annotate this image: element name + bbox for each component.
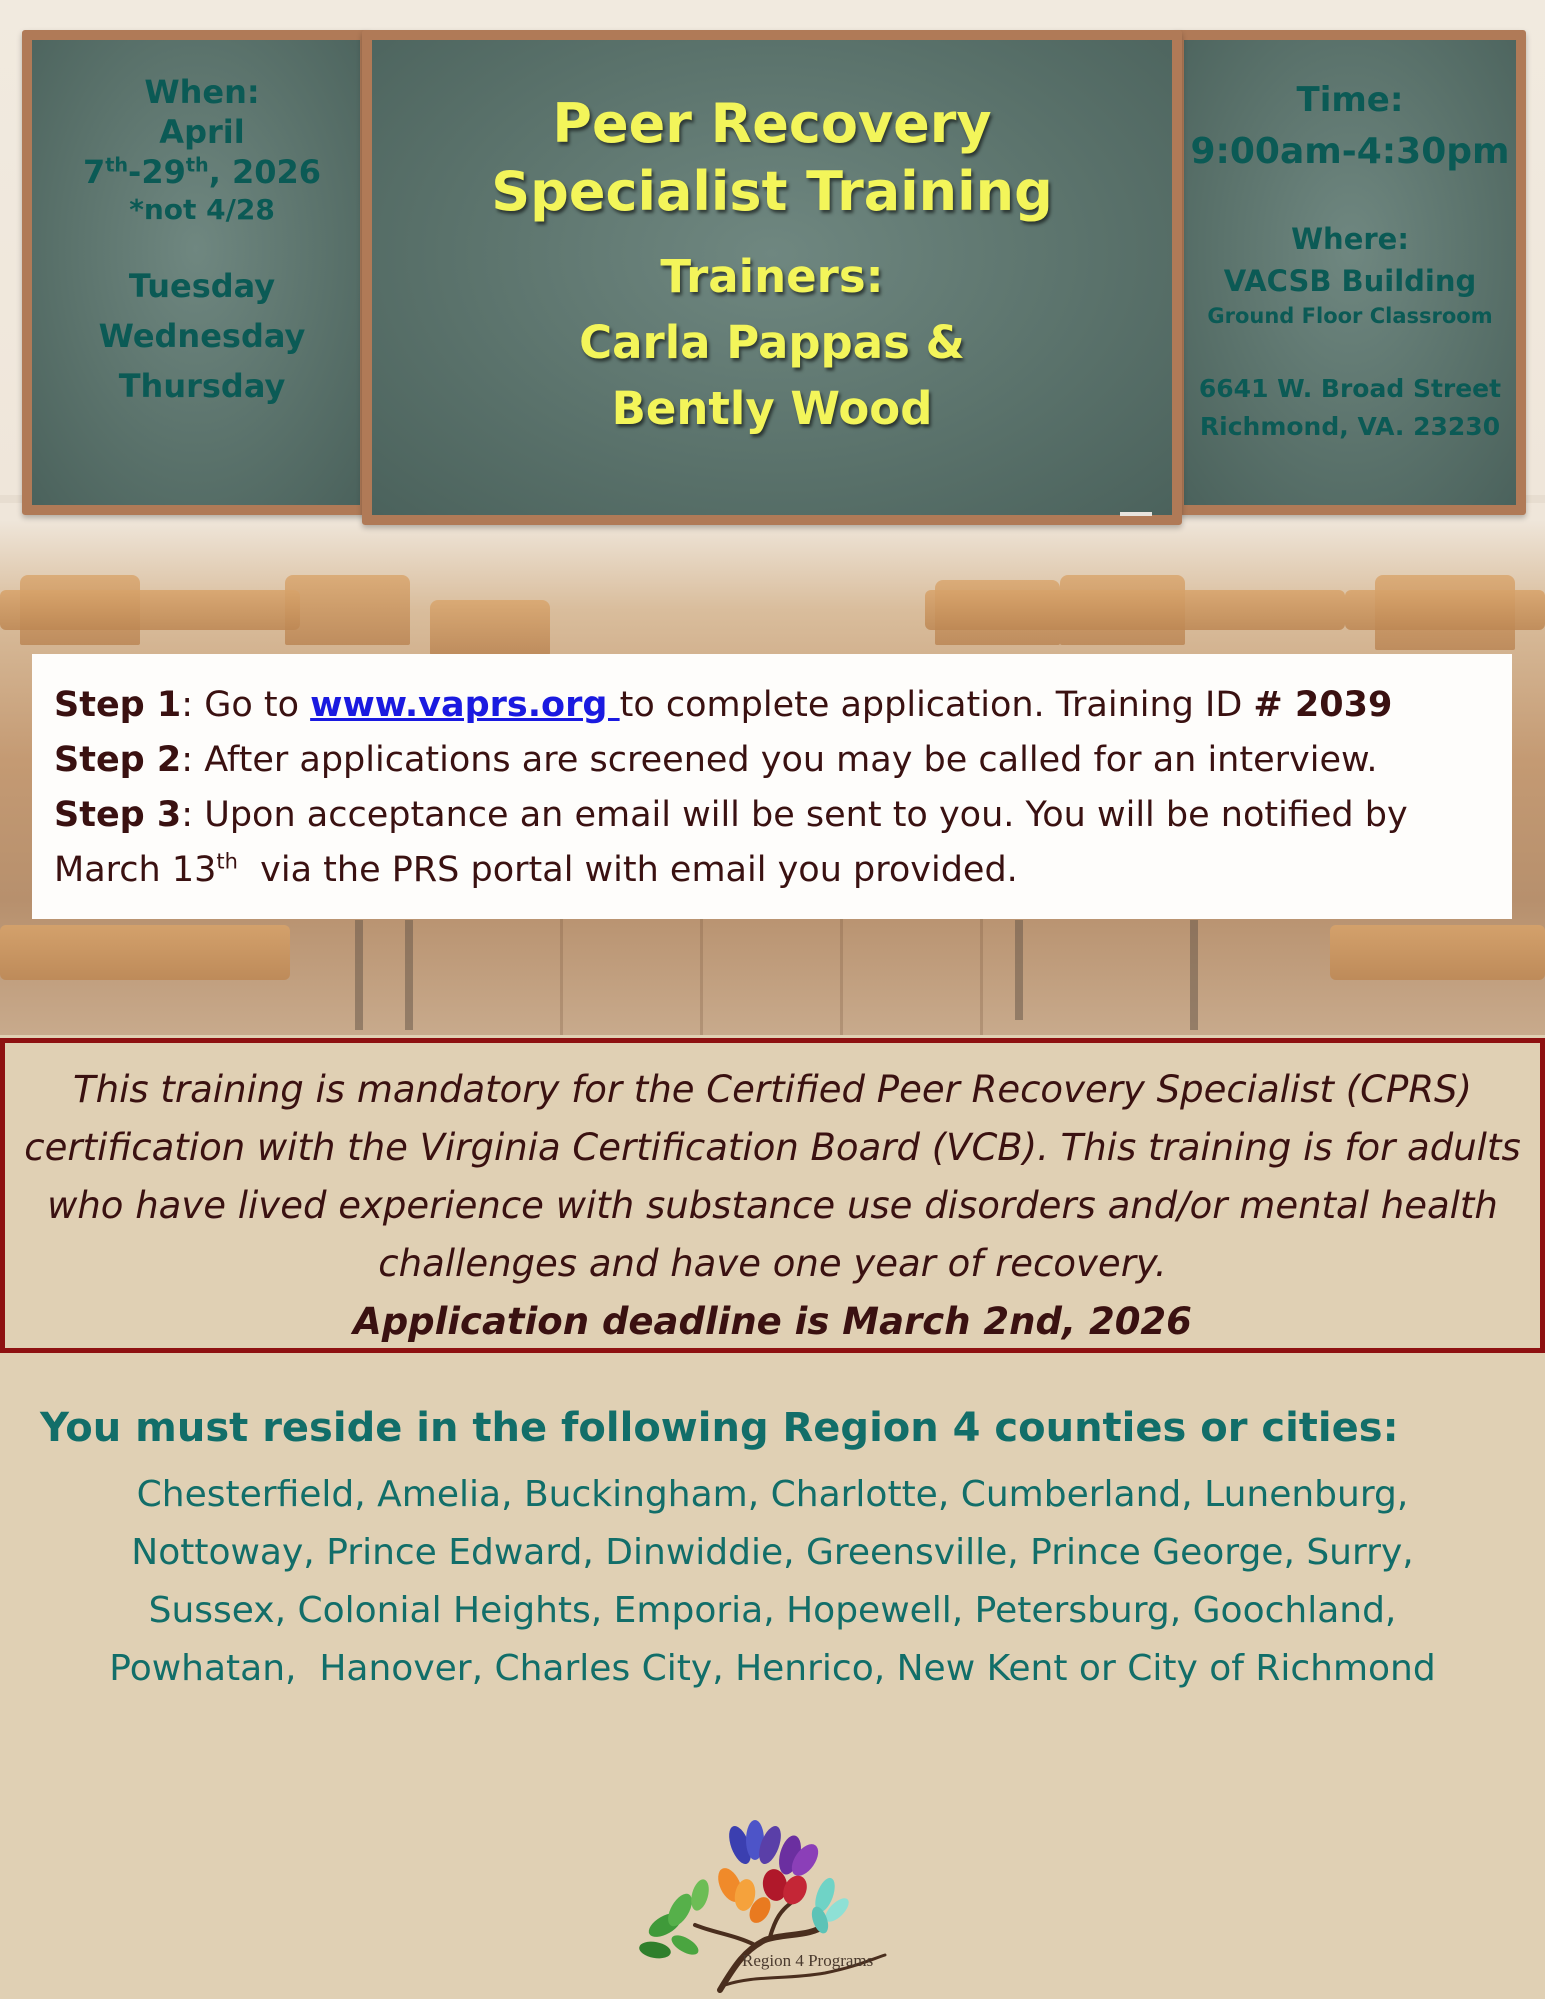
- desk-leg: [355, 920, 363, 1030]
- mandatory-line-2: certification with the Virginia Certification Board (VCB). This training is for adults: [24, 1126, 1521, 1169]
- desk-leg: [1015, 920, 1023, 1020]
- desk: [1345, 590, 1545, 630]
- time-where-section: [1174, 74, 1526, 446]
- mandatory-line-4: challenges and have one year of recovery.: [378, 1242, 1167, 1285]
- trainers-label: Trainers:: [660, 250, 884, 303]
- logo-caption: Region 4 Programs: [742, 1951, 874, 1970]
- mandatory-notice: [0, 1038, 1545, 1353]
- step-3-continued: March 13th via the PRS portal with email you provided.: [54, 849, 1018, 890]
- trainer-2: Bently Wood: [611, 382, 933, 435]
- address-city: Richmond, VA. 23230: [1199, 412, 1501, 441]
- region-line: Sussex, Colonial Heights, Emporia, Hopewell, Petersburg, Goochland,: [148, 1590, 1397, 1631]
- desk: [925, 590, 1345, 630]
- day-tuesday: Tuesday: [128, 267, 276, 305]
- application-deadline: Application deadline is March 2nd, 2026: [353, 1300, 1192, 1343]
- title-line2: Specialist Training: [491, 160, 1053, 223]
- desk: [0, 925, 290, 980]
- address-street: 6641 W. Broad Street: [1198, 374, 1502, 403]
- desk-leg: [405, 920, 413, 1030]
- time-value: 9:00am-4:30pm: [1190, 131, 1510, 172]
- chalk-eraser: [1120, 512, 1152, 516]
- when-label: When:: [144, 73, 260, 111]
- where-room: Ground Floor Classroom: [1207, 304, 1493, 328]
- mandatory-line-3: who have lived experience with substance use disorders and/or mental health: [47, 1184, 1498, 1227]
- training-id: # 2039: [1253, 685, 1393, 725]
- region-line: Chesterfield, Amelia, Buckingham, Charlotte, Cumberland, Lunenburg,: [136, 1474, 1409, 1515]
- when-dates: 7th-29th, 2026: [82, 153, 322, 191]
- region-line: Powhatan, Hanover, Charles City, Henrico, New Kent or City of Richmond: [109, 1648, 1436, 1689]
- trainer-1: Carla Pappas &: [579, 316, 965, 369]
- day-thursday: Thursday: [118, 367, 286, 405]
- mandatory-line-1: This training is mandatory for the Certified Peer Recovery Specialist (CPRS): [73, 1068, 1472, 1111]
- desk-leg: [1190, 920, 1198, 1030]
- title-line1: Peer Recovery: [552, 92, 992, 155]
- when-exception: *not 4/28: [129, 193, 275, 226]
- where-label: Where:: [1291, 222, 1409, 256]
- time-label: Time:: [1296, 80, 1404, 120]
- title-section: [362, 90, 1182, 442]
- day-wednesday: Wednesday: [98, 317, 306, 355]
- region-heading: You must reside in the following Region 4 counties or cities:: [40, 1405, 1399, 1451]
- step-3: Step 3: Upon acceptance an email will be sent to you. You will be notified by: [54, 795, 1408, 835]
- desk: [1330, 925, 1545, 980]
- desk: [0, 590, 300, 630]
- where-building: VACSB Building: [1223, 264, 1477, 298]
- step-2: Step 2: After applications are screened you may be called for an interview.: [54, 740, 1378, 780]
- steps-box: [32, 654, 1512, 919]
- region-list: [20, 1466, 1525, 1698]
- vaprs-link[interactable]: www.vaprs.org: [310, 685, 620, 725]
- chair: [430, 600, 550, 655]
- chair: [285, 575, 410, 645]
- step-1: Step 1: Go to www.vaprs.org to complete application. Training ID # 2039: [54, 685, 1393, 725]
- when-section: [22, 72, 382, 411]
- when-month: April: [159, 113, 245, 151]
- region-line: Nottoway, Prince Edward, Dinwiddie, Greensville, Prince George, Surry,: [131, 1532, 1414, 1573]
